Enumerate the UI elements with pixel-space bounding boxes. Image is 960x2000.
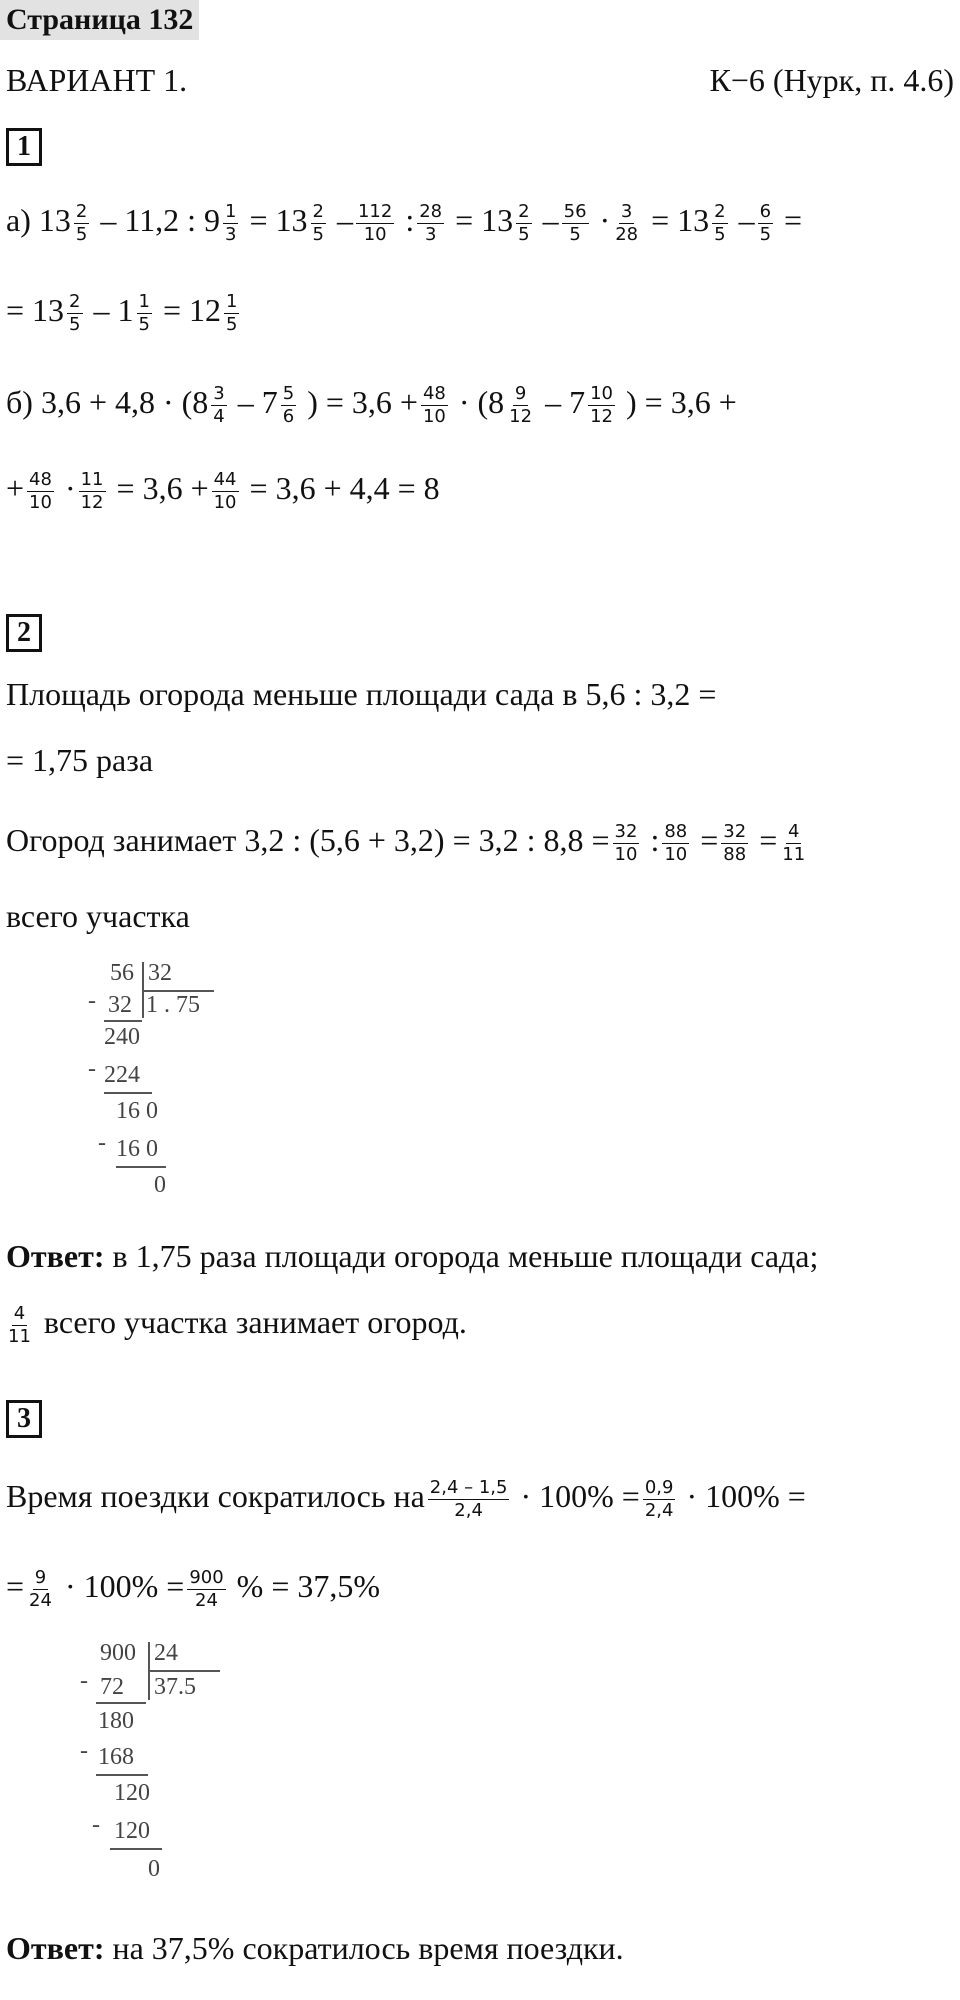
task-3-answer: Ответ: на 37,5% сократилось время поездки. bbox=[6, 1930, 624, 1966]
fraction: $\frac{9}{24}$ bbox=[29, 1567, 52, 1612]
fraction: $\frac{0,9}{2,4}$ bbox=[644, 1477, 674, 1522]
fraction: $\frac{48}{10}$ bbox=[422, 383, 446, 428]
fraction: $\frac{1}{3}$ bbox=[225, 201, 237, 246]
answer-label: Ответ: bbox=[6, 1238, 105, 1274]
fraction: $\frac{2}{5}$ bbox=[75, 201, 88, 246]
long-division-900-by-24: 900 24 - 72 37.5 180 - 168 120 - 120 0 bbox=[80, 1640, 240, 1910]
fraction: $\frac{9}{12}$ bbox=[509, 383, 533, 428]
fraction: $\frac{3}{28}$ bbox=[615, 201, 639, 246]
fraction: $\frac{10}{12}$ bbox=[590, 383, 613, 428]
fraction: $\frac{2}{5}$ bbox=[714, 201, 726, 246]
task-1a-line-1: а) 13 $\frac{2}{5}$ – 11,2 : 9 $\frac{1}{3}$ = 13 $\frac{2}{5}$ – $\frac{112}{10}$ : $\frac{28}{3}$ = 13 $\frac{2}{5}$ – $\frac{56}{5}$ · $\frac{3}{28}$ = 13 $\frac{2}{5}$ – $\frac{6}{5}$ = bbox=[6, 201, 803, 246]
answer-label: Ответ: bbox=[6, 1930, 105, 1966]
fraction: $\frac{2}{5}$ bbox=[312, 201, 324, 246]
task-2-answer-line-1: Ответ: в 1,75 раза площади огорода меньше площади сада; bbox=[6, 1238, 819, 1274]
task-2-line-3: Огород занимает 3,2 : (5,6 + 3,2) = 3,2 : 8,8 = $\frac{32}{10}$ : $\frac{88}{10}$ = $\frac{32}{88}$ = $\frac{4}{11}$ bbox=[6, 821, 806, 866]
task-1b-line-1: б) 3,6 + 4,8 · (8 $\frac{3}{4}$ – 7 $\frac{5}{6}$ ) = 3,6 + $\frac{48}{10}$ · (8 $\frac{9}{12}$ – 7 $\frac{10}{12}$ ) = 3,6 + bbox=[6, 383, 737, 428]
fraction: $\frac{112}{10}$ bbox=[357, 201, 393, 246]
fraction: $\frac{1}{5}$ bbox=[138, 291, 150, 336]
fraction: $\frac{88}{10}$ bbox=[664, 821, 688, 866]
fraction: $\frac{900}{24}$ bbox=[189, 1567, 224, 1612]
fraction: $\frac{4}{11}$ bbox=[8, 1303, 31, 1348]
task-3-line-1: Время поездки сократилось на $\frac{2,4 - 1,5}{2,4}$ · 100% = $\frac{0,9}{2,4}$ · 100% = bbox=[6, 1477, 806, 1522]
fraction: $\frac{48}{10}$ bbox=[29, 469, 52, 514]
fraction: $\frac{32}{10}$ bbox=[614, 821, 638, 866]
fraction: $\frac{44}{10}$ bbox=[213, 469, 237, 514]
fraction: $\frac{56}{5}$ bbox=[563, 201, 587, 246]
fraction: $\frac{28}{3}$ bbox=[419, 201, 443, 246]
task-3-line-2: = $\frac{9}{24}$ · 100% = $\frac{900}{24}$ % = 37,5% bbox=[6, 1567, 381, 1612]
fraction: $\frac{4}{11}$ bbox=[782, 821, 806, 866]
variant-label: ВАРИАНТ 1. bbox=[6, 62, 188, 98]
fraction: $\frac{6}{5}$ bbox=[759, 201, 772, 246]
page-title: Страница 132 bbox=[0, 0, 199, 40]
fraction: $\frac{5}{6}$ bbox=[282, 383, 295, 428]
task-2-line-2: = 1,75 раза bbox=[6, 742, 154, 778]
task-1a-line-2: = 13 $\frac{2}{5}$ – 1 $\frac{1}{5}$ = 12 $\frac{1}{5}$ bbox=[6, 291, 238, 336]
task-2-line-1: Площадь огорода меньше площади сада в 5,6 : 3,2 = bbox=[6, 676, 717, 712]
fraction: $\frac{2}{5}$ bbox=[518, 201, 530, 246]
section-reference: К−6 (Нурк, п. 4.6) bbox=[709, 62, 954, 98]
task-2-line-4: всего участка bbox=[6, 898, 190, 934]
fraction: $\frac{32}{88}$ bbox=[723, 821, 747, 866]
fraction: $\frac{3}{4}$ bbox=[213, 383, 225, 428]
fraction: $\frac{1}{5}$ bbox=[226, 291, 238, 336]
long-division-56-by-32: 56 32 - 32 1 . 75 240 - 224 16 0 - 16 0 0 bbox=[88, 960, 228, 1220]
task-2-answer-line-2: $\frac{4}{11}$ всего участка занимает огород. bbox=[8, 1303, 467, 1348]
task-1b-line-2: + $\frac{48}{10}$ · $\frac{11}{12}$ = 3,6 + $\frac{44}{10}$ = 3,6 + 4,4 = 8 bbox=[6, 469, 440, 514]
fraction: $\frac{2}{5}$ bbox=[69, 291, 81, 336]
task-3-number: 3 bbox=[6, 1400, 42, 1438]
task-2-number: 2 bbox=[6, 614, 42, 652]
fraction: $\frac{11}{12}$ bbox=[80, 469, 104, 514]
task-1-number: 1 bbox=[6, 128, 42, 166]
fraction: $\frac{2,4 - 1,5}{2,4}$ bbox=[429, 1477, 508, 1522]
